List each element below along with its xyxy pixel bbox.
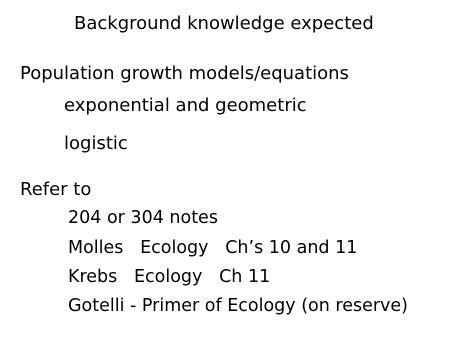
reference-item: Krebs Ecology Ch 11 [68,267,271,287]
reference-item: Gotelli - Primer of Ecology (on reserve) [68,296,409,316]
population-models-heading: Population growth models/equations [20,63,349,84]
slide-title: Background knowledge expected [74,13,374,34]
reference-item: 204 or 304 notes [68,208,218,228]
population-model-item: logistic [64,133,128,154]
reference-item: Molles Ecology Ch’s 10 and 11 [68,238,358,258]
population-model-item: exponential and geometric [64,95,307,116]
refer-to-heading: Refer to [20,179,92,200]
